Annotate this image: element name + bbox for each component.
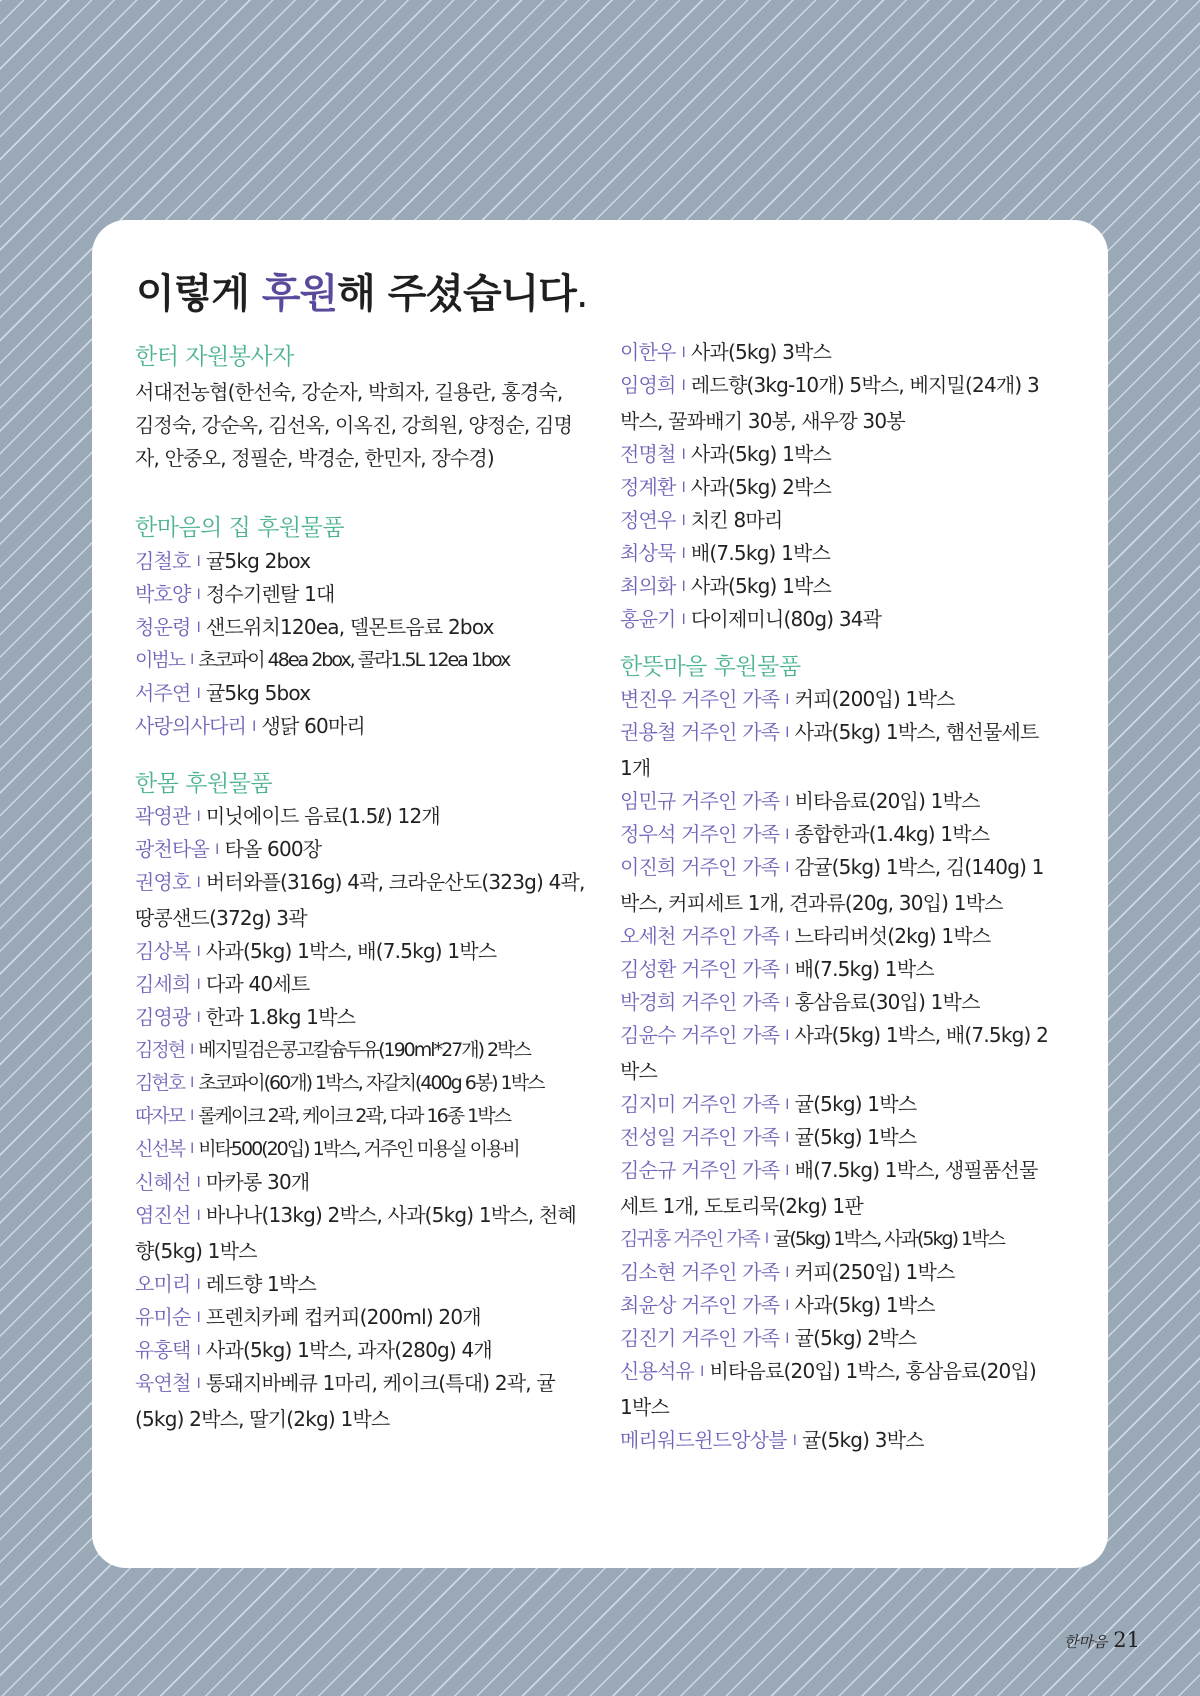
donor-name: 김철호 bbox=[135, 549, 191, 573]
donor-row bbox=[620, 818, 1052, 851]
separator-bar: I bbox=[196, 1277, 200, 1293]
donation-detail: 감귤(5kg) 1박스, 김(140g) 1박스, 커피세트 1개, 견과류(20g, 30입) 1박스 bbox=[620, 855, 1044, 915]
separator-bar: I bbox=[785, 929, 789, 945]
section-title-hanmaeum: 한마음의 집 후원물품 bbox=[135, 515, 345, 541]
donation-detail: 사과(5kg) 1박스, 과자(280g) 4개 bbox=[205, 1338, 492, 1362]
continued-list bbox=[620, 336, 1052, 636]
separator-bar: I bbox=[785, 962, 789, 978]
donor-row bbox=[135, 677, 585, 710]
donor-row bbox=[620, 504, 1052, 537]
donor-row bbox=[620, 369, 1052, 438]
donor-row bbox=[620, 851, 1052, 920]
separator-bar: I bbox=[252, 719, 256, 735]
donor-row bbox=[135, 1301, 585, 1334]
donor-row bbox=[135, 545, 585, 578]
donor-name: 최윤상 거주인 가족 bbox=[620, 1293, 780, 1317]
donation-detail: 미닛에이드 음료(1.5ℓ) 12개 bbox=[205, 804, 440, 828]
separator-bar: I bbox=[792, 1433, 797, 1449]
separator-bar: I bbox=[785, 1163, 789, 1179]
donor-row bbox=[620, 986, 1052, 1019]
donor-row bbox=[620, 683, 1052, 716]
donation-detail: 사과(5kg) 1박스 bbox=[690, 574, 832, 598]
donor-row bbox=[620, 1088, 1052, 1121]
title-dot: . bbox=[575, 271, 588, 317]
donor-row bbox=[135, 1001, 585, 1034]
donation-detail: 커피(250입) 1박스 bbox=[794, 1260, 955, 1284]
donation-detail: 치킨 8마리 bbox=[690, 508, 783, 532]
hanmaeum-list bbox=[135, 545, 585, 743]
donation-detail: 샌드위치120ea, 델몬트음료 2box bbox=[205, 615, 494, 639]
separator-bar: I bbox=[681, 579, 685, 595]
donation-detail: 베지밀검은콩고칼슘두유(190ml*27개) 2박스 bbox=[198, 1039, 530, 1061]
content-card bbox=[92, 220, 1108, 1568]
separator-bar: I bbox=[215, 842, 219, 858]
donor-name: 김지미 거주인 가족 bbox=[620, 1092, 780, 1116]
donation-detail: 롤케이크 2곽, 케이크 2곽, 다과 16종 1박스 bbox=[198, 1105, 510, 1127]
donor-name: 김진기 거주인 가족 bbox=[620, 1326, 780, 1350]
donor-name: 이범노 bbox=[135, 649, 185, 671]
donation-detail: 배(7.5kg) 1박스, 생필품선물세트 1개, 도토리묵(2kg) 1판 bbox=[620, 1158, 1038, 1218]
donor-row bbox=[135, 1268, 585, 1301]
donor-row bbox=[135, 578, 585, 611]
donor-row bbox=[135, 1067, 585, 1100]
donation-detail: 귤(5kg) 1박스 bbox=[794, 1092, 917, 1116]
donation-detail: 타올 600장 bbox=[224, 837, 322, 861]
donor-row bbox=[135, 968, 585, 1001]
donor-name: 신용석유 bbox=[620, 1359, 695, 1383]
donor-name: 권용철 거주인 가족 bbox=[620, 720, 780, 744]
separator-bar: I bbox=[681, 345, 685, 361]
donor-name: 김귀홍 거주인 가족 bbox=[620, 1228, 759, 1250]
donor-name: 오세천 거주인 가족 bbox=[620, 924, 780, 948]
donation-detail: 사과(5kg) 1박스 bbox=[794, 1293, 935, 1317]
donor-name: 육연철 bbox=[135, 1371, 191, 1395]
donor-row bbox=[620, 953, 1052, 986]
separator-bar: I bbox=[681, 513, 685, 529]
donor-row bbox=[620, 1355, 1052, 1424]
donor-name: 변진우 거주인 가족 bbox=[620, 687, 780, 711]
donor-name: 이진희 거주인 가족 bbox=[620, 855, 780, 879]
page-number: 21 bbox=[1113, 1628, 1140, 1652]
separator-bar: I bbox=[785, 1028, 789, 1044]
donor-name: 염진선 bbox=[135, 1203, 191, 1227]
donation-detail: 사과(5kg) 1박스, 배(7.5kg) 2박스 bbox=[620, 1023, 1049, 1083]
donor-row bbox=[135, 1100, 585, 1133]
separator-bar: I bbox=[196, 1310, 200, 1326]
donor-name: 박경희 거주인 가족 bbox=[620, 990, 780, 1014]
donor-name: 사랑의사다리 bbox=[135, 714, 247, 738]
volunteers-text: 서대전농협(한선숙, 강순자, 박희자, 길용란, 홍경숙, 김정숙, 강순옥, 김선옥, 이옥진, 강희원, 양정순, 김명자, 안중오, 정필순, 박경순, 한민자, 장수경) bbox=[135, 380, 573, 470]
separator-bar: I bbox=[681, 546, 685, 562]
donor-name: 정계환 bbox=[620, 475, 676, 499]
donor-name: 박호양 bbox=[135, 582, 191, 606]
donation-detail: 귤5kg 5box bbox=[205, 681, 311, 705]
donor-name: 최상묵 bbox=[620, 541, 676, 565]
separator-bar: I bbox=[681, 480, 685, 496]
separator-bar: I bbox=[785, 1097, 789, 1113]
donor-name: 김윤수 거주인 가족 bbox=[620, 1023, 780, 1047]
donation-detail: 통돼지바베큐 1마리, 케이크(특대) 2곽, 귤(5kg) 2박스, 딸기(2kg) 1박스 bbox=[135, 1371, 555, 1431]
donation-detail: 레드향 1박스 bbox=[205, 1272, 316, 1296]
donor-row bbox=[620, 716, 1052, 785]
separator-bar: I bbox=[196, 944, 200, 960]
separator-bar: I bbox=[681, 612, 685, 628]
donor-row bbox=[135, 644, 585, 677]
donor-name: 김순규 거주인 가족 bbox=[620, 1158, 780, 1182]
donor-row bbox=[135, 1133, 585, 1166]
separator-bar: I bbox=[196, 1175, 200, 1191]
donor-name: 김소현 거주인 가족 bbox=[620, 1260, 780, 1284]
donor-name: 이한우 bbox=[620, 340, 676, 364]
donor-row bbox=[620, 336, 1052, 369]
donation-detail: 한과 1.8kg 1박스 bbox=[205, 1005, 356, 1029]
separator-bar: I bbox=[196, 686, 200, 702]
separator-bar: I bbox=[785, 692, 789, 708]
donor-row bbox=[135, 1199, 585, 1268]
separator-bar: I bbox=[196, 1208, 200, 1224]
separator-bar: I bbox=[190, 652, 193, 668]
donation-detail: 종합한과(1.4kg) 1박스 bbox=[794, 822, 990, 846]
donor-name: 광천타올 bbox=[135, 837, 210, 861]
donation-detail: 귤(5kg) 3박스 bbox=[802, 1428, 924, 1452]
donor-row bbox=[620, 1019, 1052, 1088]
donor-name: 전명철 bbox=[620, 442, 676, 466]
donation-detail: 초코파이 48ea 2box, 콜라1.5L 12ea 1box bbox=[198, 649, 510, 671]
donation-detail: 느타리버섯(2kg) 1박스 bbox=[794, 924, 991, 948]
separator-bar: I bbox=[190, 1042, 193, 1058]
donor-name: 김정현 bbox=[135, 1039, 185, 1061]
separator-bar: I bbox=[785, 860, 789, 876]
donor-name: 정우석 거주인 가족 bbox=[620, 822, 780, 846]
donor-name: 전성일 거주인 가족 bbox=[620, 1125, 780, 1149]
donor-row bbox=[620, 603, 1052, 636]
donor-row bbox=[135, 935, 585, 968]
donation-detail: 귤(5kg) 1박스 bbox=[794, 1125, 917, 1149]
donor-name: 따자모 bbox=[135, 1105, 185, 1127]
donor-row bbox=[135, 833, 585, 866]
donor-row bbox=[620, 1121, 1052, 1154]
donor-row bbox=[620, 785, 1052, 818]
donor-name: 신혜선 bbox=[135, 1170, 191, 1194]
donor-name: 곽영관 bbox=[135, 804, 191, 828]
donation-detail: 프렌치카페 컵커피(200ml) 20개 bbox=[205, 1305, 481, 1329]
hanmom-list bbox=[135, 800, 585, 1436]
donation-detail: 비타음료(20입) 1박스, 홍삼음료(20입) 1박스 bbox=[620, 1359, 1036, 1419]
donation-detail: 홍삼음료(30입) 1박스 bbox=[794, 990, 980, 1014]
donation-detail: 배(7.5kg) 1박스 bbox=[794, 957, 934, 981]
donor-name: 김상복 bbox=[135, 939, 191, 963]
separator-bar: I bbox=[196, 620, 200, 636]
separator-bar: I bbox=[785, 995, 789, 1011]
page-title bbox=[136, 262, 588, 319]
donor-name: 정연우 bbox=[620, 508, 676, 532]
donor-row bbox=[135, 800, 585, 833]
separator-bar: I bbox=[196, 875, 200, 891]
donor-row bbox=[135, 1034, 585, 1067]
donor-row bbox=[620, 1289, 1052, 1322]
separator-bar: I bbox=[785, 725, 789, 741]
donor-name: 최의화 bbox=[620, 574, 676, 598]
separator-bar: I bbox=[196, 809, 200, 825]
donation-detail: 초코파이(60개) 1박스, 자갈치(400g 6봉) 1박스 bbox=[198, 1072, 544, 1094]
donation-detail: 사과(5kg) 1박스, 배(7.5kg) 1박스 bbox=[205, 939, 497, 963]
separator-bar: I bbox=[196, 977, 200, 993]
section-title-hanmom: 한몸 후원물품 bbox=[135, 771, 273, 797]
separator-bar: I bbox=[196, 1010, 200, 1026]
separator-bar: I bbox=[785, 827, 789, 843]
donation-detail: 다이제미니(80g) 34곽 bbox=[690, 607, 882, 631]
donation-detail: 커피(200입) 1박스 bbox=[794, 687, 955, 711]
donor-row bbox=[135, 611, 585, 644]
donor-name: 신선복 bbox=[135, 1138, 185, 1160]
donor-name: 유미순 bbox=[135, 1305, 191, 1329]
donor-row bbox=[620, 537, 1052, 570]
separator-bar: I bbox=[785, 1130, 789, 1146]
separator-bar: I bbox=[700, 1364, 704, 1380]
donor-row bbox=[135, 1166, 585, 1199]
donor-name: 메리워드윈드앙상블 bbox=[620, 1428, 787, 1452]
separator-bar: I bbox=[764, 1231, 768, 1247]
separator-bar: I bbox=[785, 1265, 789, 1281]
separator-bar: I bbox=[196, 587, 200, 603]
separator-bar: I bbox=[190, 1075, 193, 1091]
separator-bar: I bbox=[681, 447, 685, 463]
separator-bar: I bbox=[196, 554, 200, 570]
donor-name: 김영광 bbox=[135, 1005, 191, 1029]
donor-row bbox=[135, 866, 585, 935]
donation-detail: 다과 40세트 bbox=[205, 972, 310, 996]
donation-detail: 배(7.5kg) 1박스 bbox=[690, 541, 831, 565]
separator-bar: I bbox=[785, 794, 789, 810]
donor-name: 김현호 bbox=[135, 1072, 185, 1094]
donor-row bbox=[620, 1424, 1052, 1457]
donor-row bbox=[620, 1223, 1052, 1256]
donation-detail: 마카롱 30개 bbox=[205, 1170, 310, 1194]
separator-bar: I bbox=[190, 1141, 193, 1157]
donor-name: 오미리 bbox=[135, 1272, 191, 1296]
donor-row bbox=[135, 710, 585, 743]
title-pre: 이렇게 bbox=[136, 271, 262, 317]
donation-detail: 사과(5kg) 1박스, 햄선물세트 1개 bbox=[620, 720, 1039, 780]
donor-row bbox=[620, 570, 1052, 603]
donor-name: 김성환 거주인 가족 bbox=[620, 957, 780, 981]
separator-bar: I bbox=[785, 1331, 789, 1347]
hantteut-list bbox=[620, 683, 1052, 1457]
title-post: 해 주셨습니다 bbox=[337, 271, 576, 317]
donation-detail: 사과(5kg) 2박스 bbox=[690, 475, 832, 499]
page-footer bbox=[1064, 1628, 1140, 1652]
donor-row bbox=[620, 1154, 1052, 1223]
donor-name: 홍윤기 bbox=[620, 607, 676, 631]
donation-detail: 버터와플(316g) 4곽, 크라운산도(323g) 4곽, 땅콩샌드(372g) 3곽 bbox=[135, 870, 585, 930]
donor-name: 청운령 bbox=[135, 615, 191, 639]
donation-detail: 비타음료(20입) 1박스 bbox=[794, 789, 980, 813]
separator-bar: I bbox=[681, 378, 685, 394]
magazine-logo: 한마음 bbox=[1063, 1633, 1108, 1651]
donor-name: 임민규 거주인 가족 bbox=[620, 789, 780, 813]
donor-row bbox=[620, 1322, 1052, 1355]
donation-detail: 바나나(13kg) 2박스, 사과(5kg) 1박스, 천혜향(5kg) 1박스 bbox=[135, 1203, 576, 1263]
donation-detail: 레드향(3kg-10개) 5박스, 베지밀(24개) 3박스, 꿀꽈배기 30봉, 새우깡 30봉 bbox=[620, 373, 1039, 433]
donor-name: 권영호 bbox=[135, 870, 191, 894]
separator-bar: I bbox=[196, 1343, 200, 1359]
donor-row bbox=[620, 438, 1052, 471]
donation-detail: 생닭 60마리 bbox=[261, 714, 365, 738]
donation-detail: 정수기렌탈 1대 bbox=[205, 582, 335, 606]
donor-row bbox=[135, 1334, 585, 1367]
donor-row bbox=[620, 920, 1052, 953]
section-title-hantteut: 한뜻마을 후원물품 bbox=[620, 654, 801, 680]
donation-detail: 귤5kg 2box bbox=[205, 549, 311, 573]
donor-name: 유홍택 bbox=[135, 1338, 191, 1362]
donor-name: 서주연 bbox=[135, 681, 191, 705]
donation-detail: 사과(5kg) 1박스 bbox=[690, 442, 832, 466]
donor-name: 임영희 bbox=[620, 373, 676, 397]
title-highlight: 후원 bbox=[261, 271, 338, 317]
section-title-volunteers: 한터 자원봉사자 bbox=[135, 344, 294, 370]
donation-detail: 귤(5kg) 2박스 bbox=[794, 1326, 917, 1350]
donation-detail: 비타500(20입) 1박스, 거주인 미용실 이용비 bbox=[198, 1138, 519, 1160]
donor-row bbox=[135, 1367, 585, 1436]
separator-bar: I bbox=[190, 1108, 193, 1124]
donor-name: 김세희 bbox=[135, 972, 191, 996]
donation-detail: 사과(5kg) 3박스 bbox=[690, 340, 832, 364]
donor-row bbox=[620, 471, 1052, 504]
separator-bar: I bbox=[785, 1298, 789, 1314]
donation-detail: 귤(5kg) 1박스, 사과(5kg) 1박스 bbox=[773, 1228, 1004, 1250]
separator-bar: I bbox=[196, 1376, 200, 1392]
donor-row bbox=[620, 1256, 1052, 1289]
